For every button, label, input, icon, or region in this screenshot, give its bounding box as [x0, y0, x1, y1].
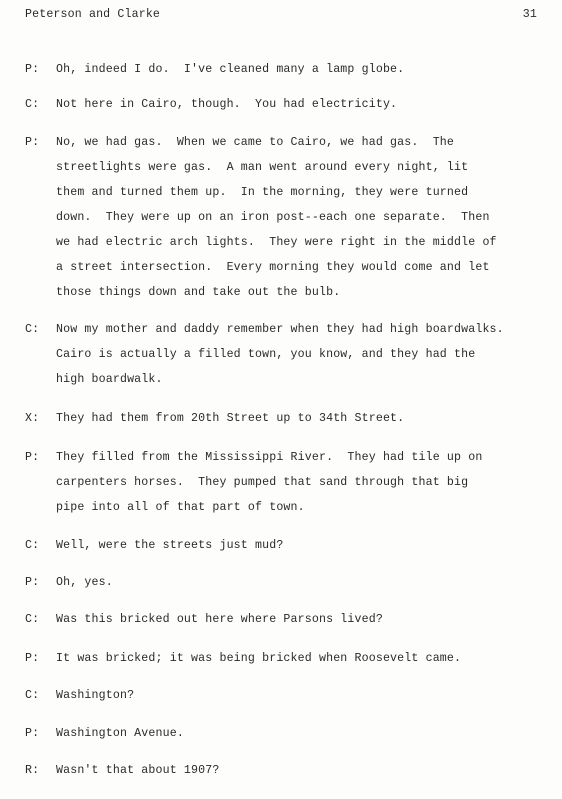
transcript-line: we had electric arch lights. They were right in the middle of [56, 236, 497, 249]
transcript-line: Cairo is actually a filled town, you know, and they had the [56, 348, 476, 361]
speaker-label: C: [25, 613, 40, 626]
speaker-label: X: [25, 412, 40, 425]
transcript-line: Washington? [56, 689, 135, 702]
page-number: 31 [522, 8, 537, 21]
transcript-line: Well, were the streets just mud? [56, 539, 284, 552]
transcript-line: carpenters horses. They pumped that sand through that big [56, 476, 469, 489]
speaker-label: P: [25, 652, 40, 665]
speaker-label: P: [25, 63, 40, 76]
transcript-line: streetlights were gas. A man went around every night, lit [56, 161, 469, 174]
transcript-line: They had them from 20th Street up to 34th Street. [56, 412, 405, 425]
speaker-label: P: [25, 451, 40, 464]
transcript-line: Not here in Cairo, though. You had electricity. [56, 98, 398, 111]
transcript-line: Oh, indeed I do. I've cleaned many a lamp globe. [56, 63, 405, 76]
speaker-label: C: [25, 98, 40, 111]
transcript-line: a street intersection. Every morning they would come and let [56, 261, 490, 274]
transcript-line: high boardwalk. [56, 373, 163, 386]
speaker-label: R: [25, 764, 40, 777]
speaker-label: C: [25, 689, 40, 702]
transcript-line: Oh, yes. [56, 576, 113, 589]
running-header: Peterson and Clarke [25, 8, 161, 21]
speaker-label: P: [25, 727, 40, 740]
transcript-line: Was this bricked out here where Parsons lived? [56, 613, 383, 626]
transcript-line: those things down and take out the bulb. [56, 286, 341, 299]
transcript-line: Now my mother and daddy remember when they had high boardwalks. [56, 323, 504, 336]
speaker-label: C: [25, 539, 40, 552]
transcript-line: It was bricked; it was being bricked when Roosevelt came. [56, 652, 462, 665]
transcript-line: They filled from the Mississippi River. They had tile up on [56, 451, 483, 464]
transcript-line: Wasn't that about 1907? [56, 764, 220, 777]
transcript-line: pipe into all of that part of town. [56, 501, 305, 514]
transcript-line: down. They were up on an iron post--each one separate. Then [56, 211, 490, 224]
speaker-label: P: [25, 576, 40, 589]
speaker-label: P: [25, 136, 40, 149]
transcript-line: them and turned them up. In the morning, they were turned [56, 186, 469, 199]
transcript-line: Washington Avenue. [56, 727, 184, 740]
speaker-label: C: [25, 323, 40, 336]
transcript-line: No, we had gas. When we came to Cairo, we had gas. The [56, 136, 455, 149]
